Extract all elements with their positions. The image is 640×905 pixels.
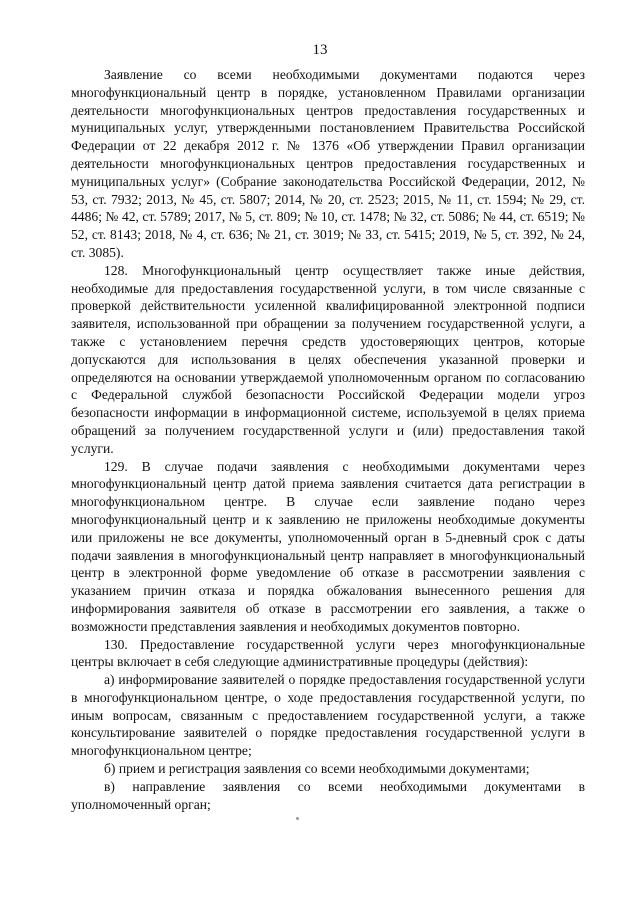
- paragraph-130: 130. Предоставление государственной услуги через многофункциональные центры включает в себя следующие административные процедуры (действия):: [71, 636, 585, 670]
- paragraph-128: 128. Многофункциональный центр осуществляет также иные действия, необходимые для предоставления государственной услуги, в том числе связанные с проверкой действительности усиленной квалифицированной электронной подписи заявителя, использованной при обращении за получением государственной услуги, а также с установлением перечня средств удостоверяющих центров, которые допускаются для использования в целях обеспечения указанной проверки и определяются на основании утверждаемой уполномоченным органом по согласованию с Федеральной службой безопасности Российской Федерации модели угроз безопасности информации в информационной системе, используемой в целях приема обращений за получением государственной услуги и (или) предоставления такой услуги.: [71, 262, 585, 456]
- page-number: 13: [312, 42, 328, 58]
- list-item-a: а) информирование заявителей о порядке предоставления государственной услуги в многофункциональном центре, о ходе предоставления государственной услуги, по иным вопросам, связанным с предоставлением государственной услуги, а также консультирование заявителей о порядке предоставления государственной услуги в многофункциональном центре;: [71, 672, 585, 759]
- scan-speck: [296, 817, 299, 820]
- list-item-v: в) направление заявления со всеми необходимыми документами в уполномоченный орган;: [71, 778, 585, 812]
- list-item-b: б) прием и регистрация заявления со всеми необходимыми документами;: [104, 761, 530, 777]
- paragraph-mfc-submission: Заявление со всеми необходимыми документами подаются через многофункциональный центр в порядке, установленном Правилами организации деятельности многофункциональных центров предоставления государственных и муниципальных услуг, утвержденными постановлением Правительства Российской Федерации от 22 декабря 2012 г. № 1376 «Об утверждении Правил организации деятельности многофункциональных центров предоставления государственных и муниципальных услуг» (Собрание законодательства Российской Федерации, 2012, № 53, ст. 7932; 2013, № 45, ст. 5807; 2014, № 20, ст. 2523; 2015, № 11, ст. 1594; № 29, ст. 4486; № 42, ст. 5789; 2017, № 5, ст. 809; № 10, ст. 1478; № 32, ст. 5086; № 44, ст. 6519; № 52, ст. 8143; 2018, № 4, ст. 636; № 21, ст. 3019; № 33, ст. 5415; 2019, № 5, ст. 392, № 24, ст. 3085).: [71, 67, 585, 260]
- document-body: [71, 66, 585, 813]
- paragraph-129: 129. В случае подачи заявления с необходимыми документами через многофункциональный центр датой приема заявления считается дата регистрации в многофункциональном центре. В случае если заявление подано через многофункциональный центр и к заявлению не приложены необходимые документы или приложены не все документы, уполномоченный орган в 5-дневный срок с даты подачи заявления в многофункциональный центр направляет в многофункциональный центр в электронной форме уведомление об отказе в рассмотрении заявления с указанием причин отказа и порядка обжалования вынесенного решения для информирования заявителя об отказе в рассмотрении его заявления, а также о возможности представления заявления и необходимых документов повторно.: [71, 458, 585, 634]
